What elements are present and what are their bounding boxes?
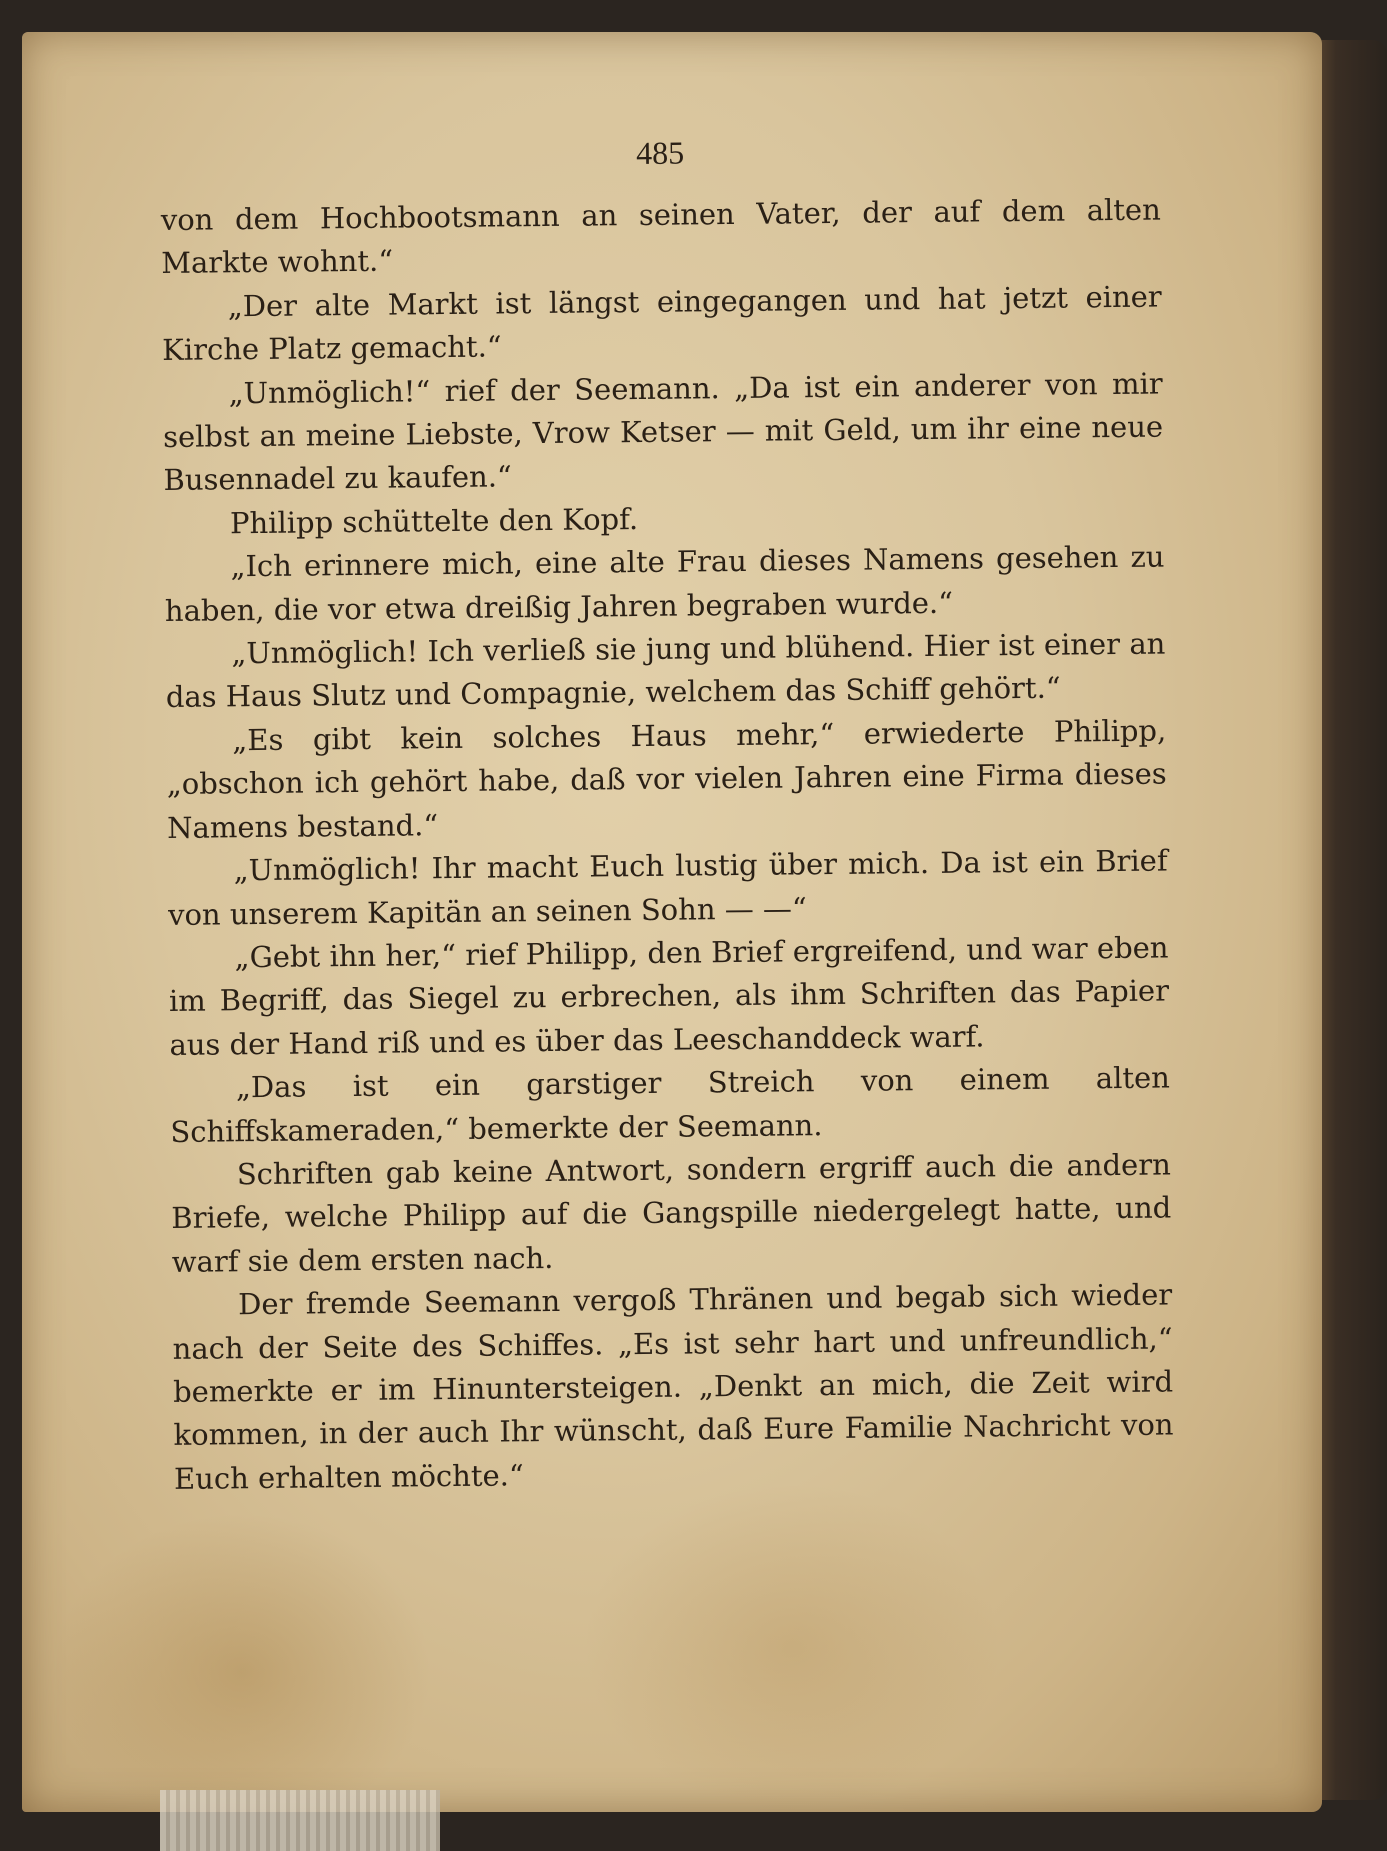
paragraph: „Unmöglich! Ihr macht Euch lustig über mich. Da ist ein Brief von unserem Kapitän an seinen Sohn — —“ — [167, 843, 1168, 932]
page-content — [160, 130, 1174, 1502]
body-text — [161, 189, 1175, 1502]
paragraph: „Der alte Markt ist längst eingegangen und hat jetzt einer Kirche Platz gemacht.“ — [162, 279, 1162, 368]
binding-thread — [160, 1790, 440, 1851]
paragraph: Philipp schüttelte den Kopf. — [229, 501, 639, 541]
paragraph: „Es gibt kein solches Haus mehr,“ erwiederte Philipp, „obschon ich gehört habe, daß vor vielen Jahren eine Firma dieses Namens bestand.“ — [166, 713, 1167, 845]
page-number: 485 — [635, 134, 685, 172]
paragraph: von dem Hochbootsmann an seinen Vater, der auf dem alten Markte wohnt.“ — [160, 192, 1161, 281]
paragraph: „Unmöglich!“ rief der Seemann. „Da ist ein anderer von mir selbst an meine Liebste, Vrow Ketser — mit Geld, um ihr eine neue Busennadel zu kaufen.“ — [162, 366, 1164, 498]
paragraph: Schriften gab keine Antwort, sondern ergriff auch die andern Briefe, welche Philipp auf die Gangspille niedergelegt hatte, und warf sie dem ersten nach. — [171, 1147, 1172, 1279]
paragraph: „Das ist ein garstiger Streich von einem alten Schiffskameraden,“ bemerkte der Seemann. — [170, 1060, 1171, 1149]
paragraph: „Unmöglich! Ich verließ sie jung und blühend. Hier ist einer an das Haus Slutz und Compagnie, welchem das Schiff gehört.“ — [165, 626, 1166, 715]
paragraph: Der fremde Seemann vergoß Thränen und begab sich wieder nach der Seite des Schiffes. „Es ist sehr hart und unfreundlich,“ bemerkte er im Hinuntersteigen. „Denkt an mich, die Zeit wird kommen, in der auch Ihr wünscht, daß Eure Familie Nachricht von Euch erhalten möchte.“ — [172, 1277, 1174, 1496]
paragraph: „Ich erinnere mich, eine alte Frau dieses Namens gesehen zu haben, die vor etwa dreißig Jahren begraben wurde.“ — [164, 539, 1165, 628]
paragraph: „Gebt ihn her,“ rief Philipp, den Brief ergreifend, und war eben im Begriff, das Siegel zu erbrechen, als ihm Schriften das Papier aus der Hand riß und es über das Leeschanddeck warf. — [168, 930, 1170, 1062]
water-stain — [52, 1512, 432, 1832]
water-stain — [582, 1482, 1002, 1812]
